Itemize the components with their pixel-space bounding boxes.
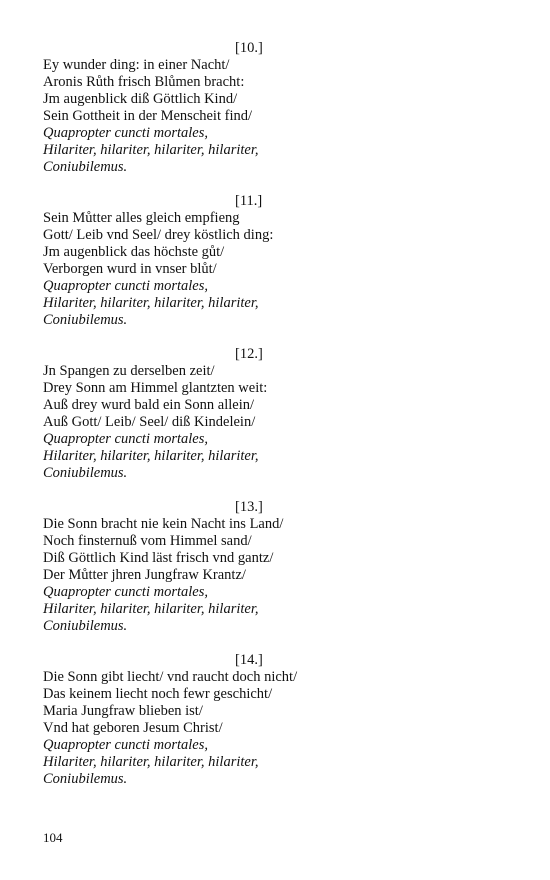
refrain-line: Hilariter, hilariter, hilariter, hilariter, — [43, 142, 259, 158]
verse-line: Drey Sonn am Himmel glantzten weit: — [43, 380, 268, 396]
verse-line: Jm augenblick diß Göttlich Kind/ — [43, 91, 238, 107]
verse-line: Verborgen wurd in vnser blůt/ — [43, 261, 217, 277]
verse-line: Die Sonn gibt liecht/ vnd raucht doch nicht/ — [43, 669, 298, 685]
stanza-14 — [43, 652, 513, 788]
verse-line: Gott/ Leib vnd Seel/ drey köstlich ding: — [43, 227, 274, 243]
refrain-line: Coniubilemus. — [43, 771, 128, 787]
stanza-number: [11.] — [235, 193, 263, 209]
verse-line: Jm augenblick das höchste gůt/ — [43, 244, 225, 260]
stanza-11 — [43, 193, 513, 329]
refrain-line: Quapropter cuncti mortales, — [43, 737, 208, 753]
verse-line: Vnd hat geboren Jesum Christ/ — [43, 720, 223, 736]
stanza-13 — [43, 499, 513, 635]
refrain-line: Quapropter cuncti mortales, — [43, 125, 208, 141]
refrain-line: Coniubilemus. — [43, 465, 128, 481]
stanza-10 — [43, 40, 513, 176]
verse-line: Der Můtter jhren Jungfraw Krantz/ — [43, 567, 246, 583]
verse-line: Das keinem liecht noch fewr geschicht/ — [43, 686, 273, 702]
refrain-line: Hilariter, hilariter, hilariter, hilariter, — [43, 448, 259, 464]
page-number: 104 — [43, 830, 63, 845]
verse-line: Ey wunder ding: in einer Nacht/ — [43, 57, 230, 73]
refrain-line: Hilariter, hilariter, hilariter, hilariter, — [43, 754, 259, 770]
verse-line: Auß Gott/ Leib/ Seel/ diß Kindelein/ — [43, 414, 256, 430]
refrain-line: Quapropter cuncti mortales, — [43, 278, 208, 294]
refrain-line: Hilariter, hilariter, hilariter, hilariter, — [43, 295, 259, 311]
verse-line: Sein Gottheit in der Menscheit find/ — [43, 108, 253, 124]
refrain-line: Coniubilemus. — [43, 159, 128, 175]
verse-line: Die Sonn bracht nie kein Nacht ins Land/ — [43, 516, 284, 532]
verse-line: Jn Spangen zu derselben zeit/ — [43, 363, 215, 379]
refrain-line: Coniubilemus. — [43, 618, 128, 634]
stanza-number: [12.] — [235, 346, 263, 362]
verse-line: Diß Göttlich Kind läst frisch vnd gantz/ — [43, 550, 274, 566]
verse-line: Maria Jungfraw blieben ist/ — [43, 703, 203, 719]
refrain-line: Quapropter cuncti mortales, — [43, 584, 208, 600]
verse-line: Aronis Růth frisch Blůmen bracht: — [43, 74, 245, 90]
verse-line: Sein Můtter alles gleich empfieng — [43, 210, 240, 226]
page-content — [43, 40, 513, 805]
refrain-line: Coniubilemus. — [43, 312, 128, 328]
refrain-line: Quapropter cuncti mortales, — [43, 431, 208, 447]
verse-line: Auß drey wurd bald ein Sonn allein/ — [43, 397, 255, 413]
stanza-number: [10.] — [235, 40, 263, 56]
stanza-number: [14.] — [235, 652, 263, 668]
stanza-number: [13.] — [235, 499, 263, 515]
refrain-line: Hilariter, hilariter, hilariter, hilariter, — [43, 601, 259, 617]
verse-line: Noch finsternuß vom Himmel sand/ — [43, 533, 252, 549]
stanza-12 — [43, 346, 513, 482]
